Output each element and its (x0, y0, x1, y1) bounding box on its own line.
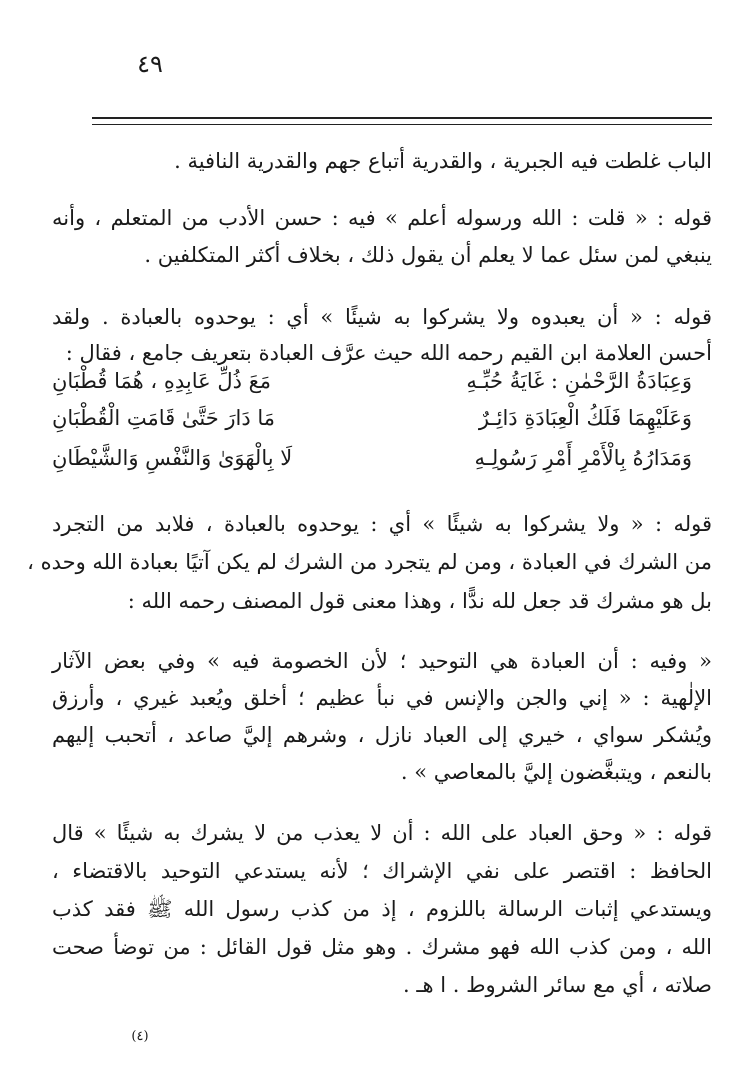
text-line: صلاته ، أي مع سائر الشروط . ا هـ . (403, 973, 712, 997)
footer-signature-mark: (٤) (131, 1029, 149, 1044)
text-line: الباب غلطت فيه الجبرية ، والقدرية أتباع جهم والقدرية النافية . (174, 149, 712, 173)
text-line: بل هو مشرك قد جعل لله ندًّا ، وهذا معنى قول المصنف رحمه الله : (127, 589, 712, 613)
verse-hemistich-second: لَا بِالْهَوَىٰ وَالنَّفْسِ وَالشَّيْطَانِ (52, 446, 293, 470)
header-rule-thin (92, 124, 712, 125)
text-line: ويُشكر سواي ، خيري إلى العباد نازل ، وشرهم إليَّ صاعد ، أتحبب إليهم (52, 723, 712, 747)
text-line: ينبغي لمن سئل عما لا يعلم أن يقول ذلك ، بخلاف أكثر المتكلفين . (144, 243, 712, 267)
text-line: الحافظ : اقتصر على نفي الإشراك ؛ لأنه يستدعي التوحيد بالاقتضاء ، (52, 859, 712, 883)
verse-hemistich-first: وَمَدَارُهُ بِالْأَمْرِ أَمْرِ رَسُولِـهِ (474, 446, 692, 470)
text-line: ويستدعي إثبات الرسالة باللزوم ، إذ من كذب رسول الله ﷺ فقد كذب (52, 897, 712, 921)
verse-hemistich-first: وَعِبَادَةُ الرَّحْمٰنِ : غَايَةُ حُبِّـهِ (466, 369, 692, 393)
text-line: الإلٰهية : « إني والجن والإنس في نبأ عظيم ؛ أخلق ويُعبد غيري ، وأرزق (52, 686, 712, 710)
text-line: قوله : « وحق العباد على الله : أن لا يعذب من لا يشرك به شيئًا » قال (52, 821, 712, 845)
verse-row (52, 440, 692, 476)
text-line: قوله : « أن يعبدوه ولا يشركوا به شيئًا » أي : يوحدوه بالعبادة . ولقد (52, 305, 712, 329)
verse-hemistich-second: مَا دَارَ حَتَّىٰ قَامَتِ الْقُطْبَانِ (52, 406, 276, 430)
verse-hemistich-first: وَعَلَيْهِمَا فَلَكُ الْعِبَادَةِ دَائِـرٌ (478, 406, 692, 430)
text-line: قوله : « قلت : الله ورسوله أعلم » فيه : حسن الأدب من المتعلم ، وأنه (52, 206, 712, 230)
text-line: من الشرك في العبادة ، ومن لم يتجرد من الشرك لم يكن آتيًا بعبادة الله وحده ، (27, 550, 712, 574)
verse-row (52, 400, 692, 436)
verse-row (52, 363, 692, 399)
text-line: قوله : « ولا يشركوا به شيئًا » أي : يوحدوه بالعبادة ، فلابد من التجرد (52, 512, 712, 536)
text-line: بالنعم ، ويتبغَّضون إليَّ بالمعاصي » . (400, 760, 712, 784)
text-line: « وفيه : أن العبادة هي التوحيد ؛ لأن الخصومة فيه » وفي بعض الآثار (52, 649, 712, 673)
verse-hemistich-second: مَعَ ذُلِّ عَابِدِهِ ، هُمَا قُطْبَانِ (52, 369, 272, 393)
text-line: أحسن العلامة ابن القيم رحمه الله حيث عرَّف العبادة بتعريف جامع ، فقال : (65, 341, 712, 365)
page-number: ٤٩ (137, 50, 163, 78)
text-line: الله ، ومن كذب الله فهو مشرك . وهو مثل قول القائل : من توضأ صحت (52, 935, 712, 959)
header-rule-thick (92, 117, 712, 119)
